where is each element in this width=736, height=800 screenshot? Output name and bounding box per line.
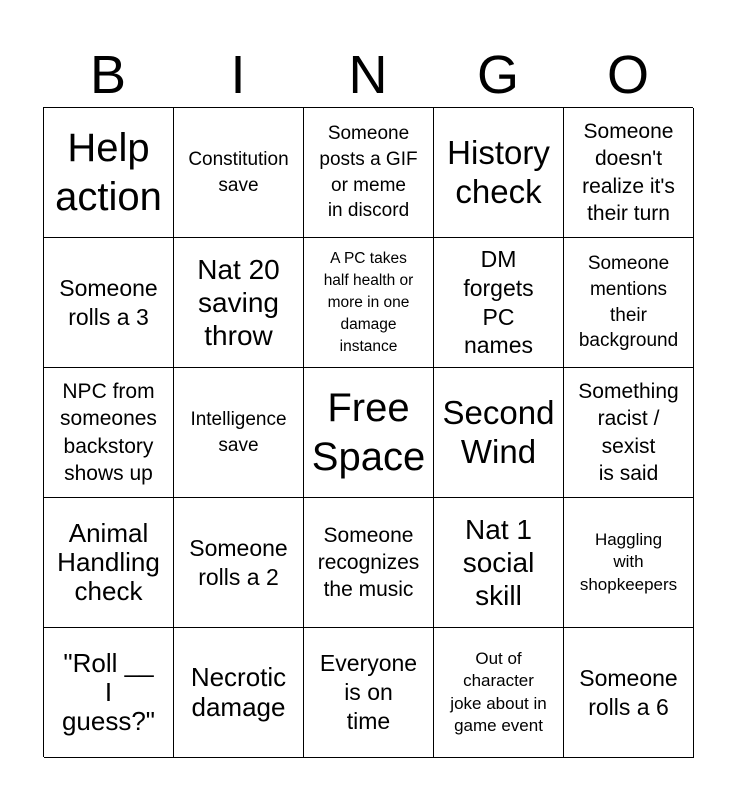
bingo-cell[interactable]: NPC from someones backstory shows up xyxy=(44,368,174,498)
header-letter-i: I xyxy=(230,45,246,105)
bingo-cell[interactable]: DM forgets PC names xyxy=(434,238,564,368)
bingo-header xyxy=(43,40,693,110)
bingo-cell[interactable]: Someone rolls a 6 xyxy=(564,628,694,758)
bingo-cell[interactable]: Constitution save xyxy=(174,108,304,238)
bingo-cell[interactable]: Haggling with shopkeepers xyxy=(564,498,694,628)
bingo-cell[interactable]: Everyone is on time xyxy=(304,628,434,758)
bingo-cell[interactable]: Someone posts a GIF or meme in discord xyxy=(304,108,434,238)
bingo-cell[interactable]: "Roll __ I guess?" xyxy=(44,628,174,758)
bingo-cell[interactable]: Animal Handling check xyxy=(44,498,174,628)
header-letter-n: N xyxy=(348,45,388,105)
bingo-cell[interactable]: Intelligence save xyxy=(174,368,304,498)
bingo-cell[interactable]: Help action xyxy=(44,108,174,238)
bingo-cell[interactable]: Someone rolls a 3 xyxy=(44,238,174,368)
bingo-cell[interactable]: Necrotic damage xyxy=(174,628,304,758)
bingo-cell[interactable]: Nat 20 saving throw xyxy=(174,238,304,368)
bingo-cell[interactable]: Nat 1 social skill xyxy=(434,498,564,628)
bingo-cell[interactable]: Second Wind xyxy=(434,368,564,498)
header-letter-o: O xyxy=(606,45,649,105)
bingo-cell[interactable]: Someone doesn't realize it's their turn xyxy=(564,108,694,238)
bingo-cell[interactable]: A PC takes half health or more in one damage instance xyxy=(304,238,434,368)
bingo-cell[interactable]: Out of character joke about in game event xyxy=(434,628,564,758)
bingo-card xyxy=(43,107,693,757)
free-space-cell[interactable]: Free Space xyxy=(304,368,434,498)
header-letter-b: B xyxy=(89,45,127,105)
bingo-cell[interactable]: Someone recognizes the music xyxy=(304,498,434,628)
bingo-cell[interactable]: Someone rolls a 2 xyxy=(174,498,304,628)
bingo-cell[interactable]: Something racist / sexist is said xyxy=(564,368,694,498)
bingo-cell[interactable]: Someone mentions their background xyxy=(564,238,694,368)
bingo-cell[interactable]: History check xyxy=(434,108,564,238)
header-letter-g: G xyxy=(476,45,519,105)
